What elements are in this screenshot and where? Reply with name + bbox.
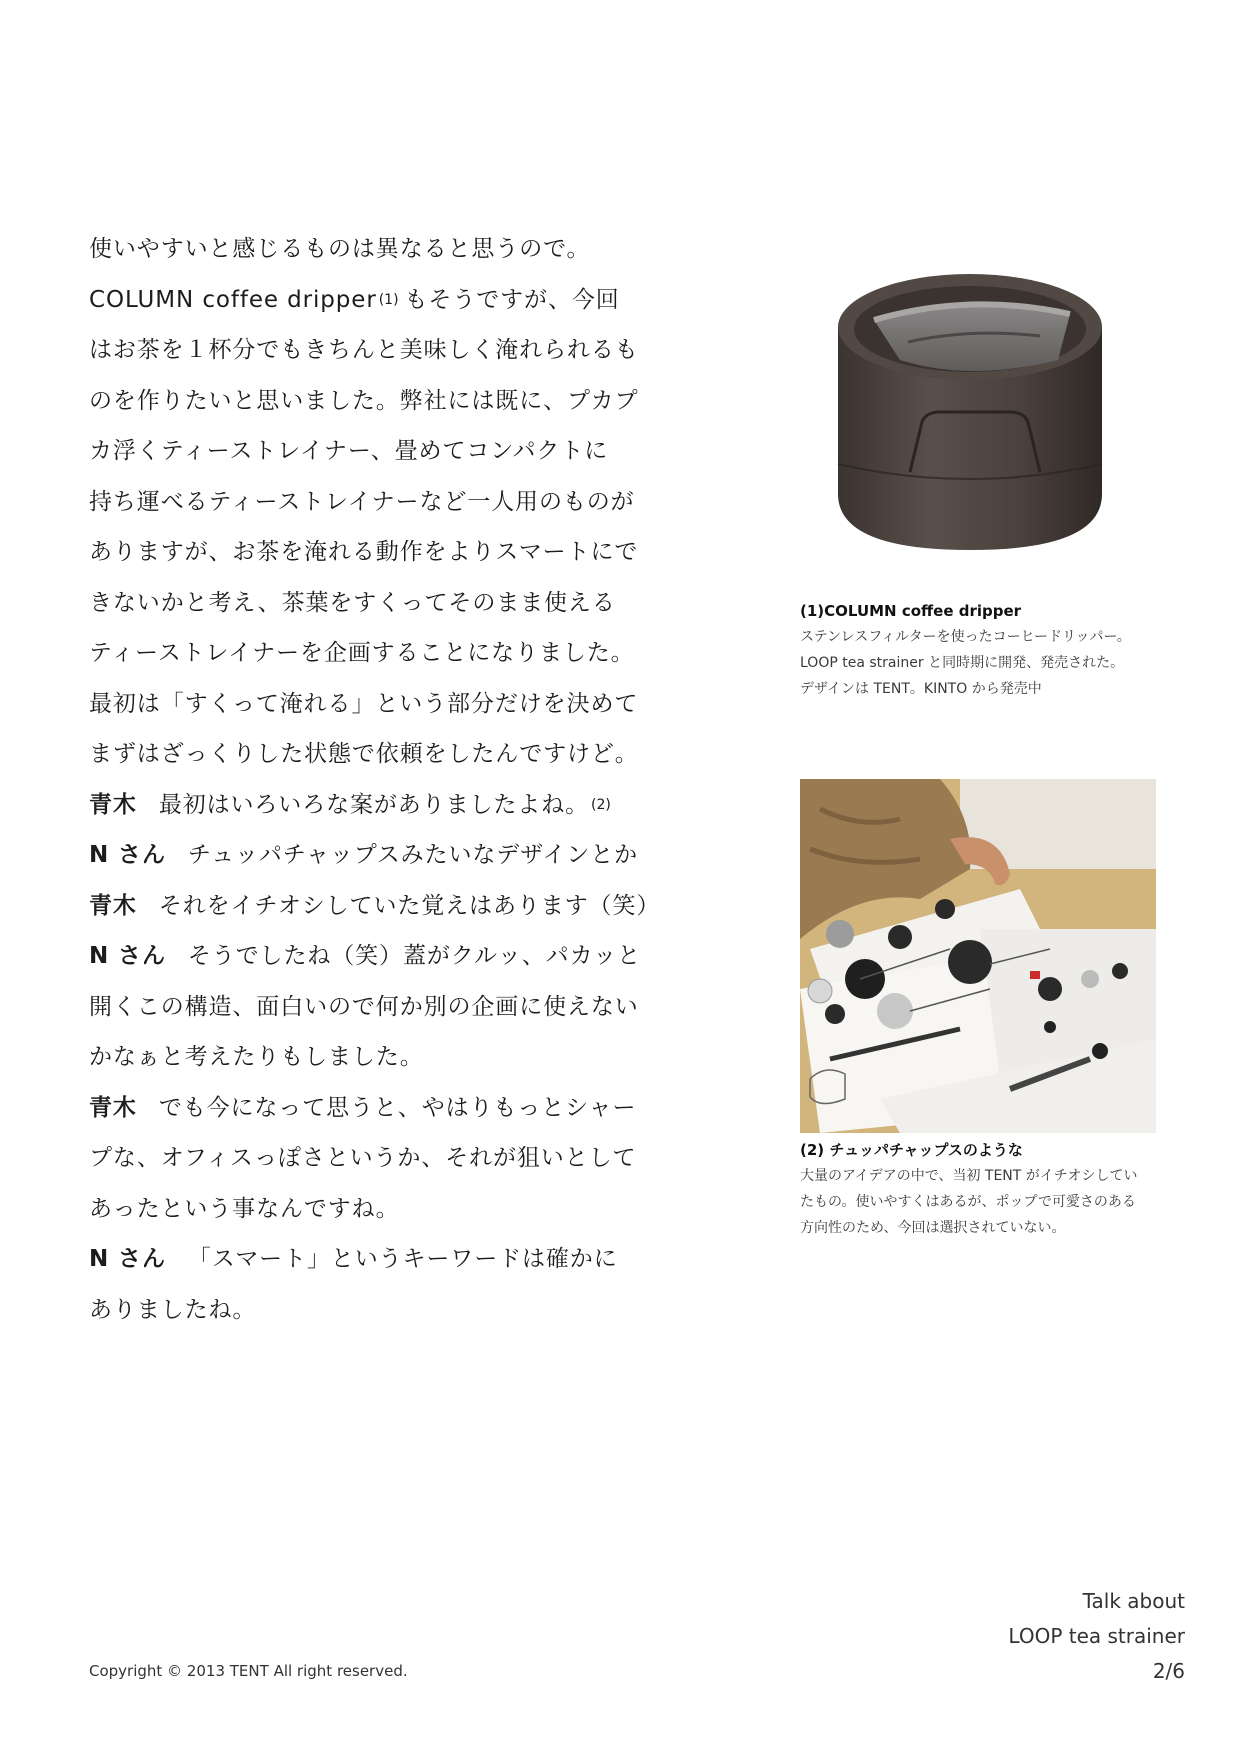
speaker-name: N さん	[89, 1246, 166, 1272]
line-text-continued: もそうですが、今回	[404, 286, 620, 313]
coffee-dripper-image	[800, 232, 1180, 582]
line-text: そうでしたね（笑）蓋がクルッ、パカッと	[187, 943, 642, 969]
line-text: まずはざっくりした状態で依頼をしたんですけど。	[89, 741, 639, 767]
page-number: 2/6	[1152, 1659, 1185, 1683]
text-line	[89, 780, 649, 831]
text-line	[89, 275, 649, 326]
caption-title	[800, 1137, 1160, 1163]
caption-title-text: COLUMN coffee dripper	[824, 602, 1022, 620]
footer-title-line1: Talk about	[1082, 1589, 1185, 1613]
line-text: かなぁと考えたりもしました。	[89, 1044, 424, 1070]
caption-line: 大量のアイデアの中で、当初 TENT がイチオシしてい	[800, 1168, 1138, 1184]
caption-chupa-chups	[800, 1137, 1160, 1241]
line-text: きないかと考え、茶葉をすくってそのまま使える	[89, 589, 616, 616]
text-line	[89, 830, 649, 881]
text-line	[89, 1083, 649, 1134]
line-text: それをイチオシしていた覚えはあります（笑）	[158, 892, 661, 919]
text-line	[89, 1285, 649, 1336]
line-text: 「スマート」というキーワードは確かに	[187, 1246, 618, 1272]
line-text: ありましたね。	[89, 1296, 257, 1323]
text-line	[89, 628, 649, 679]
caption-coffee-dripper	[800, 598, 1160, 702]
text-line	[89, 982, 649, 1033]
caption-line: たもの。使いやすくはあるが、ポップで可愛さのある	[800, 1194, 1136, 1210]
footer-title-line2: LOOP tea strainer	[1008, 1624, 1185, 1648]
footnote-reference: (2)	[591, 796, 611, 813]
caption-line: LOOP tea strainer と同時期に開発、発売された。	[800, 655, 1125, 671]
footnote-reference: (1)	[378, 291, 399, 308]
text-line	[89, 679, 649, 730]
line-text: 最初は「すくって淹れる」という部分だけを決めて	[89, 690, 639, 717]
text-line	[89, 578, 649, 629]
line-text: はお茶を１杯分でもきちんと美味しく淹れられるも	[89, 337, 639, 363]
caption-number: (1)	[800, 602, 825, 620]
line-text: あったという事なんですね。	[89, 1195, 400, 1222]
line-text: 最初はいろいろな案がありましたよね。	[158, 791, 590, 818]
interview-text	[89, 224, 661, 1335]
speaker-name: 青木	[89, 892, 137, 919]
line-text: ティーストレイナーを企画することになりました。	[89, 640, 635, 666]
caption-line: ステンレスフィルターを使ったコーヒードリッパー。	[800, 629, 1131, 645]
caption-line: 方向性のため、今回は選択されていない。	[800, 1220, 1066, 1236]
line-text: でも今になって思うと、やはりもっとシャー	[158, 1094, 637, 1121]
text-line	[89, 1032, 649, 1083]
line-text: 使いやすいと感じるものは異なると思うので。	[89, 236, 591, 262]
text-line	[89, 527, 649, 578]
text-line	[89, 325, 649, 376]
caption-line: デザインは TENT。KINTO から発売中	[800, 681, 1042, 697]
text-line	[89, 1234, 649, 1285]
line-text: カ浮くティーストレイナー、畳めてコンパクトに	[89, 438, 609, 464]
design-sketches-photo	[800, 779, 1156, 1133]
speaker-name: 青木	[89, 1094, 137, 1121]
text-line	[89, 426, 649, 477]
copyright-notice: Copyright © 2013 TENT All right reserved.	[89, 1662, 408, 1680]
line-text: チュッパチャップスみたいなデザインとか	[187, 842, 639, 868]
footer-title-block	[1008, 1584, 1185, 1689]
text-line	[89, 376, 649, 427]
text-line	[89, 729, 649, 780]
text-line	[89, 881, 661, 932]
line-text: プな、オフィスっぽさというか、それが狙いとして	[89, 1145, 637, 1171]
text-line	[89, 224, 649, 275]
speaker-name: 青木	[89, 791, 137, 818]
line-text: COLUMN coffee dripper	[89, 286, 377, 313]
line-text: ありますが、お茶を淹れる動作をよりスマートにで	[89, 539, 639, 565]
text-line	[89, 1133, 649, 1184]
caption-title-text: チュッパチャップスのような	[829, 1141, 1023, 1159]
speaker-name: N さん	[89, 943, 166, 969]
text-line	[89, 477, 649, 528]
line-text: 開くこの構造、面白いので何か別の企画に使えない	[89, 993, 639, 1020]
text-line	[89, 931, 649, 982]
text-line	[89, 1184, 649, 1235]
speaker-name: N さん	[89, 842, 166, 868]
line-text: 持ち運べるティーストレイナーなど一人用のものが	[89, 488, 635, 515]
caption-number: (2)	[800, 1141, 825, 1159]
line-text: のを作りたいと思いました。弊社には既に、プカプ	[89, 387, 639, 414]
caption-title	[800, 598, 1160, 624]
